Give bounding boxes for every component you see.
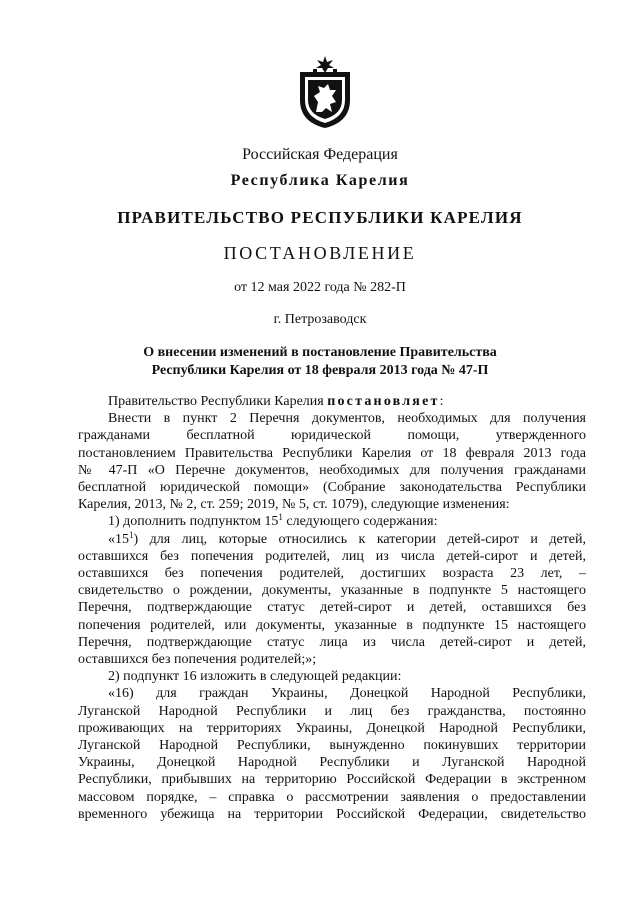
quote-2-line: массовом порядке, – справка о рассмотрении заявления о предоставлении [78,789,586,805]
republic-title: Республика Карелия [230,172,410,189]
quote-1-superscript: 1 [129,529,134,540]
karelia-coat-of-arms-icon [296,54,354,130]
quote-1-rest: ) для лиц, которые относились к категории детей-сирот и детей, [133,531,586,547]
intro-paragraph [78,393,586,410]
p1-line: бесплатной юридической помощи» (Собрание законодательства Республики [78,480,586,496]
subject-line-1: О внесении изменений в постановление Правительства [143,345,497,360]
quote-1-line: оставшихся без попечения родителей, лиц из числа детей-сирот и детей, [78,548,586,564]
p1-line: Карелия, 2013, № 2, ст. 259; 2019, № 5, ст. 1079), следующие изменения: [78,497,510,513]
quote-2-line: Республики, прибывших на территорию Российской Федерации в экстренном [78,772,586,788]
quote-2-line: Луганской Народной Республики и лиц без гражданства, постоянно [78,703,586,719]
quote-2-line: Украины, Донецкой Народной Республики и Луганской Народной [78,755,586,771]
p1-line: постановлением Правительства Республики Карелия от 18 февраля 2013 года [78,445,586,461]
p1-line: гражданами бесплатной юридической помощи, утвержденного [78,428,586,444]
quote-1-start: «15 [108,531,129,547]
subject-line-2: Республики Карелия от 18 февраля 2013 года № 47-П [151,363,489,378]
quote-1-line: свидетельство о рождении, документы, указанные в подпункте 5 настоящего [78,583,586,599]
quote-2-line: «16) для граждан Украины, Донецкой Народной Республики, [108,686,586,702]
item-1-text: 1) дополнить подпунктом 15 [108,514,279,530]
quote-2-line: временного убежища на территории Российской Федерации, свидетельство [78,806,586,822]
resolves-word: постановляет [327,394,440,409]
intro-colon: : [439,394,444,409]
quote-2-line: проживающих на территориях Украины, Донецкой Народной Республики, [78,720,586,736]
intro-text: Правительство Республики Карелия [108,394,328,409]
document-date-number: от 12 мая 2022 года № 282-П [234,280,406,295]
quote-1-line: попечения родителей, или документы, указанные в подпункте 15 настоящего [78,617,586,633]
quote-1-line [78,531,586,548]
item-1 [78,513,586,530]
item-2: 2) подпункт 16 изложить в следующей редакции: [108,669,402,685]
quote-1-line: Перечня, подтверждающие статус лица из числа детей-сирот и детей, [78,634,586,650]
quote-2-line: Луганской Народной Республики, вынужденно покинувших территории [78,738,586,754]
quote-1-line: оставшихся без попечения родителей;»; [78,652,317,668]
p1-line: № 47-П «О Перечне документов, необходимых для получения гражданами [78,462,586,478]
p1-line: Внести в пункт 2 Перечня документов, необходимых для получения [108,411,586,427]
document-type: ПОСТАНОВЛЕНИЕ [223,243,417,263]
federation-title: Российская Федерация [242,146,398,163]
document-subject [0,344,640,380]
document-body [78,393,586,823]
document-city: г. Петрозаводск [273,312,367,327]
item-1-superscript: 1 [278,512,283,523]
government-title: ПРАВИТЕЛЬСТВО РЕСПУБЛИКИ КАРЕЛИЯ [117,208,523,227]
quote-1-line: Перечня, подтверждающие статус детей-сирот и детей, оставшихся без [78,600,586,616]
quote-1-line: оставшихся без попечения родителей, достигших возраста 23 лет, – [78,566,586,582]
item-1-text-end: следующего содержания: [282,514,438,530]
